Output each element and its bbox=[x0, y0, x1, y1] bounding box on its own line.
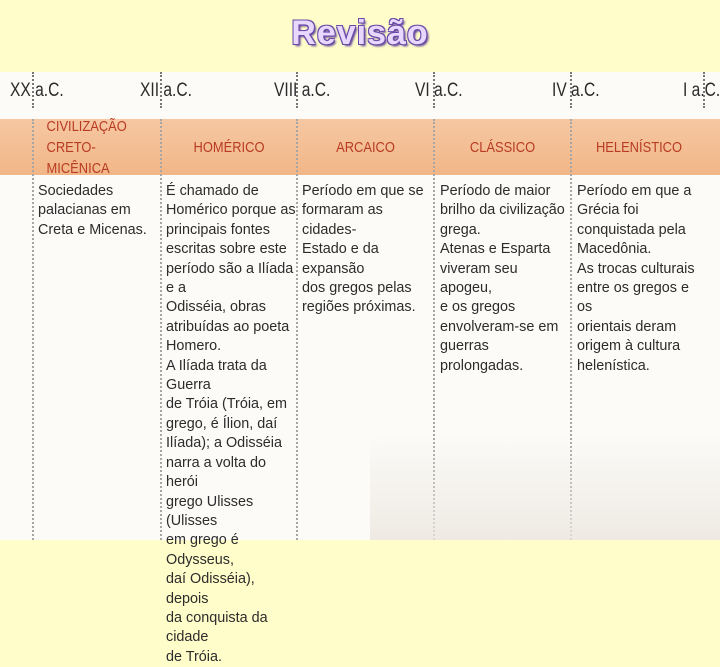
period-text-line: viveram seu apogeu, bbox=[440, 260, 518, 297]
period-text-creto-micenica bbox=[38, 182, 158, 240]
period-text-arcaico bbox=[302, 182, 432, 318]
date-label: XII a.C. bbox=[140, 80, 192, 101]
period-header-arcaico: ARCAICO bbox=[336, 138, 395, 156]
period-text-line: Macedônia. bbox=[577, 241, 652, 258]
period-text-line: As trocas culturais bbox=[577, 260, 695, 277]
period-text-line: escritas sobre este bbox=[166, 241, 287, 258]
scan-shadow bbox=[370, 432, 720, 540]
period-text-line: Homérico porque as bbox=[166, 202, 296, 219]
column-divider bbox=[160, 119, 162, 540]
period-text-line: formaram as cidades- bbox=[302, 202, 383, 238]
date-label: VIII a.C. bbox=[274, 80, 331, 101]
date-tick bbox=[703, 72, 705, 108]
date-tick bbox=[32, 72, 34, 108]
period-text-line: Estado e da expansão bbox=[302, 241, 379, 277]
period-text-line: grego Ulisses (Ulisses bbox=[166, 493, 254, 529]
period-text-line: atribuídas ao poeta bbox=[166, 318, 290, 335]
period-text-line: e os gregos bbox=[440, 299, 516, 316]
period-text-line: É chamado de bbox=[166, 183, 259, 199]
period-text-line: entre os gregos e os bbox=[577, 280, 689, 316]
period-text-line: período são a Ilíada e a bbox=[166, 260, 294, 297]
period-text-line: Ilíada); a Odisséia bbox=[166, 435, 282, 452]
period-text-line: Creta e Micenas. bbox=[38, 221, 147, 238]
period-header-helenistico: HELENÍSTICO bbox=[595, 138, 683, 156]
period-text-line: guerras prolongadas. bbox=[440, 338, 524, 374]
period-header-classico: CLÁSSICO bbox=[469, 138, 536, 156]
timeline-table bbox=[0, 72, 720, 665]
period-text-line: Grécia foi bbox=[577, 202, 639, 219]
period-text-line: de Tróia (Tróia, em bbox=[166, 396, 288, 413]
period-text-line: A Ilíada trata da Guerra bbox=[166, 357, 267, 394]
period-text-line: orientais deram bbox=[577, 318, 677, 335]
period-header-band bbox=[0, 119, 720, 175]
period-text-line: Sociedades bbox=[38, 183, 114, 199]
date-label: VI a.C. bbox=[415, 80, 463, 101]
period-text-line: regiões próximas. bbox=[302, 299, 416, 316]
period-text-line: Odisséia, obras bbox=[166, 299, 266, 316]
period-text-line: envolveram-se em bbox=[440, 318, 559, 335]
period-text-line: Homero. bbox=[166, 338, 222, 355]
period-text-line: grega. bbox=[440, 221, 481, 238]
period-text-line: daí Odisséia), depois bbox=[166, 571, 255, 607]
period-text-line: em grego é Odysseus, bbox=[166, 532, 239, 568]
date-label: IV a.C. bbox=[552, 80, 600, 101]
period-text-line: da conquista da cidade bbox=[166, 609, 268, 646]
period-text-line: dos gregos pelas bbox=[302, 280, 412, 297]
date-tick bbox=[160, 72, 162, 108]
period-text-line: narra a volta do herói bbox=[166, 454, 266, 491]
period-text-helenistico bbox=[577, 182, 707, 376]
period-header-homerico: HOMÉRICO bbox=[193, 138, 265, 156]
period-text-line: Período de maior bbox=[440, 183, 551, 199]
period-text-line: Período em que se bbox=[302, 183, 424, 199]
column-divider bbox=[32, 119, 34, 540]
period-header-creto-micenica: CIVILIZAÇÃO CRETO-MICÊNICA bbox=[46, 117, 127, 177]
period-text-line: grego, é Ílion, daí bbox=[166, 415, 278, 432]
period-text-line: Período em que a bbox=[577, 183, 692, 199]
date-tick bbox=[433, 72, 435, 108]
period-text-line: helenística. bbox=[577, 357, 650, 374]
period-text-line: Atenas e Esparta bbox=[440, 241, 551, 258]
period-text-line: conquistada pela bbox=[577, 221, 686, 238]
period-text-line: principais fontes bbox=[166, 221, 270, 238]
date-tick bbox=[570, 72, 572, 108]
period-text-homerico bbox=[166, 182, 296, 667]
period-text-line: brilho da civilização bbox=[440, 202, 565, 219]
date-tick bbox=[296, 72, 298, 108]
column-divider bbox=[296, 119, 298, 540]
period-text-line: palacianas em bbox=[38, 202, 131, 219]
date-label: XX a.C. bbox=[10, 80, 64, 101]
period-text-line: de Tróia. bbox=[166, 648, 222, 665]
date-label: I a.C. bbox=[683, 80, 720, 101]
period-text-classico bbox=[440, 182, 570, 376]
slide-title: Revisão bbox=[291, 14, 429, 52]
period-text-line: origem à cultura bbox=[577, 338, 681, 355]
